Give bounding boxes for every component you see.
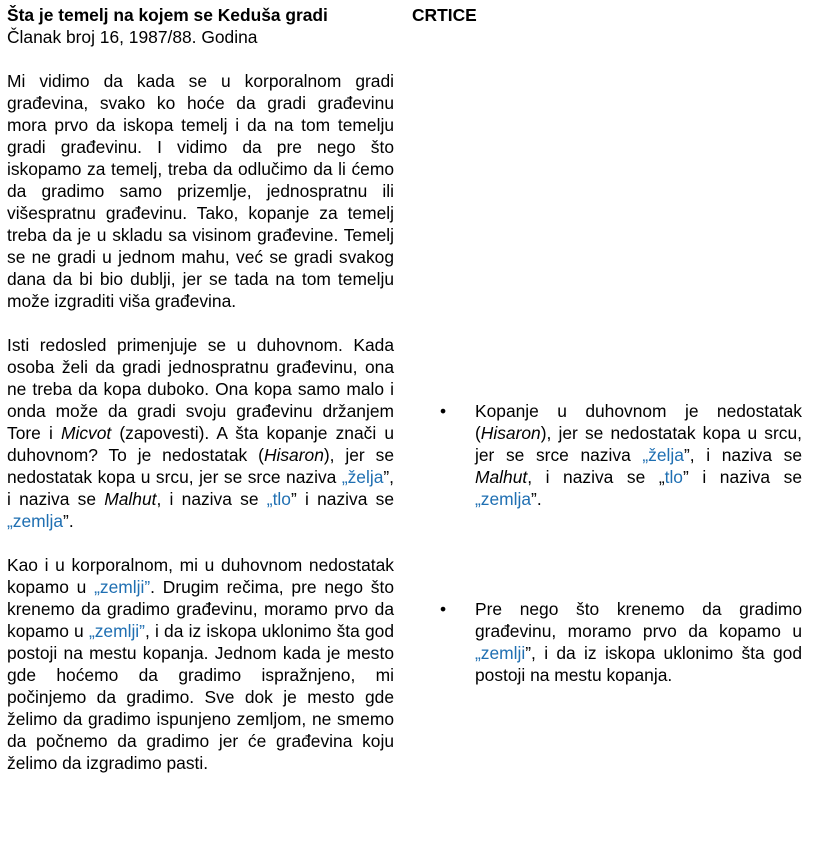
notes-column — [412, 4, 802, 685]
bullet-icon: • — [440, 599, 447, 619]
term-zelja: „želja — [642, 445, 684, 465]
term-zelja: „želja — [341, 467, 384, 487]
note-item — [412, 598, 802, 686]
note-item — [412, 400, 802, 510]
paragraph-1: Mi vidimo da kada se u korporalnom gradi građevina, svako ko hoće da gradi građevinu mora prvo da iskopa temelj i da na tom temelju gradi građevinu. I vidimo da pre nego što iskopamo za temelj, treba da odlučimo da li ćemo da gradimo samo prizemlje, jednospratnu ili višespratnu građevinu. Tako, kopanje za temelj treba da je u skladu sa visinom građevine. Temelj se ne gradi u jednom mahu, već se gradi svakog dana da bi bio dublji, jer se tada na tom temelju može izgraditi viša građevina. — [7, 71, 394, 311]
term-zemlji: „zemlji” — [88, 621, 145, 641]
paragraph-2: Isti redosled primenjuje se u duhovnom. Kada osoba želi da gradi jednospratnu građevinu, ona ne treba da kopa duboko. Ona kopa samo malo i onda može da gradi svoju građevinu držanjem Tore i Micvot (zapovesti). A šta kopanje znači u duhovnom? To je nedostatak (Hisaron), jer se nedostatak kopa u srcu, jer se srce naziva „želja”, i naziva se Malhut, i naziva se „tlo” i naziva se „zemlja”. — [7, 335, 394, 531]
term-tlo: tlo — [664, 467, 683, 487]
term-zemlji: „zemlji” — [94, 577, 151, 597]
bullet-icon: • — [440, 401, 447, 421]
notes-heading: CRTICE — [412, 5, 477, 25]
article-title: Šta je temelj na kojem se Keduša gradi — [7, 5, 328, 25]
term-zemlja: „zemlja — [475, 489, 532, 509]
term-zemlji: „zemlji — [475, 643, 526, 663]
note-text: Pre nego što krenemo da gradimo građevinu, moramo prvo da kopamo u „zemlji”, i da iz iskopa uklonimo šta god postoji na mestu kopanja. — [475, 599, 802, 685]
article-column — [7, 4, 394, 774]
term-tlo: „tlo — [266, 489, 291, 509]
term-zemlja: „zemlja — [7, 511, 64, 531]
article-subtitle: Članak broj 16, 1987/88. Godina — [7, 27, 258, 47]
paragraph-3: Kao i u korporalnom, mi u duhovnom nedostatak kopamo u „zemlji”. Drugim rečima, pre nego što krenemo da gradimo građevinu, moramo prvo da kopamo u „zemlji”, i da iz iskopa uklonimo šta god postoji na mestu kopanja. Jednom kada je mesto gde hoćemo da gradimo ispražnjeno, mi počinjemo da gradimo. Sve dok je mesto gde želimo da gradimo ispunjeno zemljom, ne smemo da počnemo da gradimo jer će građevina koju želimo da izgradimo pasti. — [7, 555, 394, 773]
note-text: Kopanje u duhovnom je nedostatak (Hisaron), jer se nedostatak kopa u srcu, jer se srce naziva „želja”, i naziva se Malhut, i naziva se „tlo” i naziva se „zemlja”. — [475, 401, 802, 509]
